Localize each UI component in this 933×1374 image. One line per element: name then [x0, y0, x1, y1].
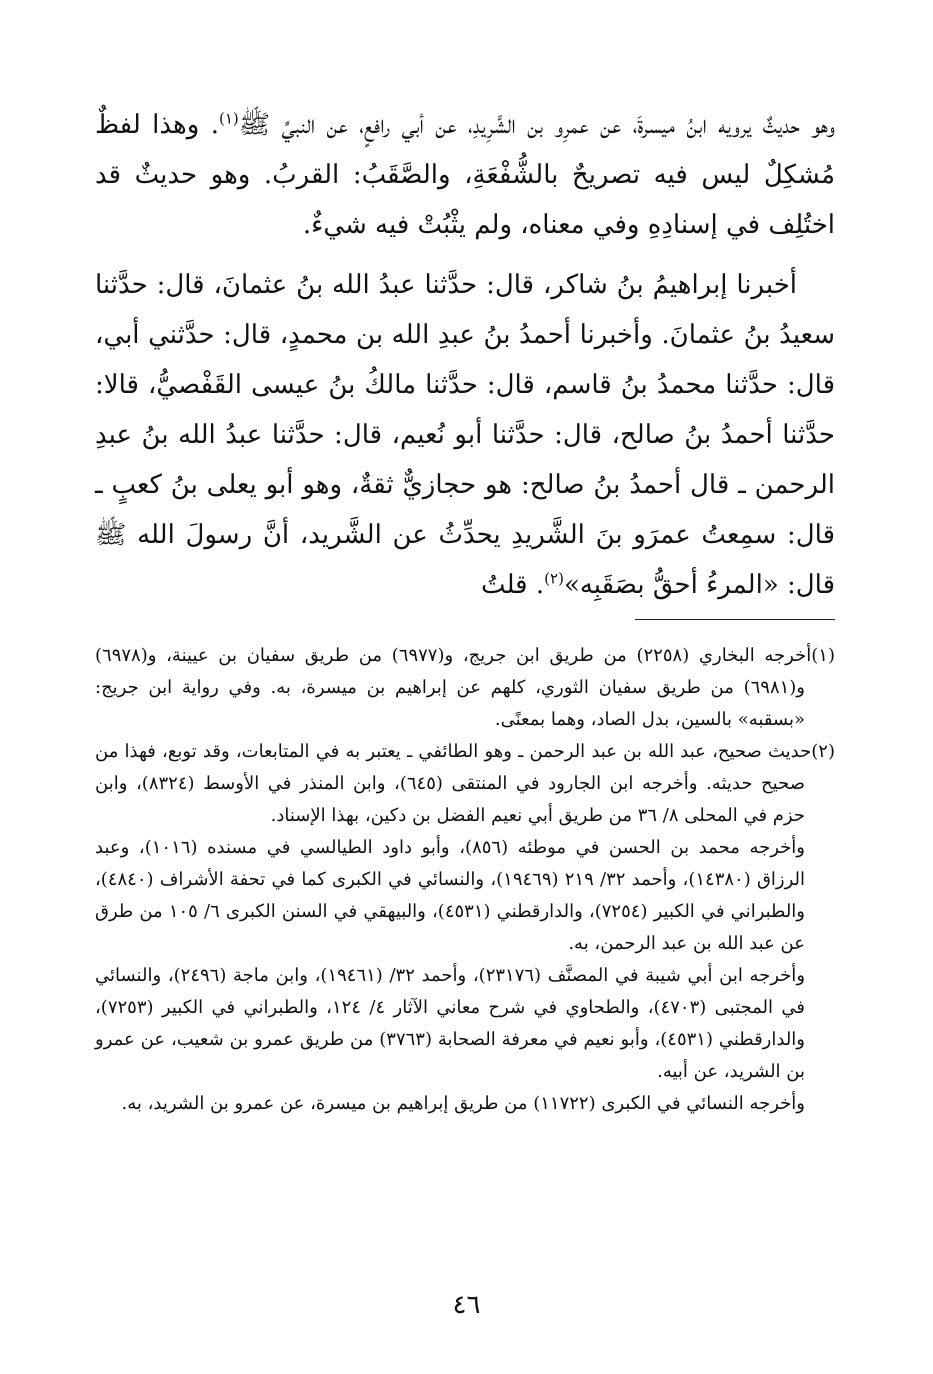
footnote-1-text: [95, 640, 835, 736]
footnote-1-body: أخرجه البخاري (٢٢٥٨) من طريق ابن جريج، و(٦٩٧٧) من طريق سفيان بن عيينة، و(٦٩٧٨) و(٦٩٨١) من طريق سفيان الثوري، كلهم عن إبراهيم بن ميسرة، به. وفي رواية ابن جريج: «بسقبه» بالسين، بدل الصاد، وهما بمعنًى.: [95, 645, 812, 730]
paragraph-1: [95, 100, 835, 250]
footnote-1: [95, 640, 835, 736]
footnote-ref-1[interactable]: (١): [218, 109, 239, 128]
footnote-separator: [635, 619, 835, 620]
footnote-2-paragraph-3: وأخرجه ابن أبي شيبة في المصنَّف (٢٣١٧٦)، وأحمد ٣٢/ (١٩٤٦١)، وابن ماجة (٢٤٩٦)، والنسائي في المجتبى (٤٧٠٣)، والطحاوي في شرح معاني الآثار ٤/ ١٢٤، والطبراني في الكبير (٧٢٥٣)، والدارقطني (٤٥٣١)، وأبو نعيم في معرفة الصحابة (٣٧٦٣) من طريق عمرو بن شعيب، عن عمرو بن الشريد، عن أبيه.: [95, 965, 806, 1082]
paragraph-2: [95, 260, 835, 610]
paragraph-2-text-a: أخبرنا إبراهيمُ بنُ شاكر، قال: حدَّثنا عبدُ الله بنُ عثمانَ، قال: حدَّثنا سعيدُ بنُ عثمانَ. وأخبرنا أحمدُ بنُ عبدِ الله بن محمدٍ، قال: حدَّثني أبي، قال: حدَّثنا محمدُ بنُ قاسم، قال: حدَّثنا مالكُ بنُ عيسى القَفْصيُّ، قالا: حدَّثنا أحمدُ بنُ صالح، قال: حدَّثنا أبو نُعيم، قال: حدَّثنا عبدُ الله بنُ عبدِ الرحمن ـ قال أحمدُ بنُ صالح: هو حجازيٌّ ثقةٌ، وهو أبو يعلى بنُ كعبٍ ـ قال: سمِعتُ عمرَو بنَ الشَّريدِ يحدِّثُ عن الشَّريد، أنَّ رسولَ الله ﷺ قال: «المرءُ أحقُّ بصَقَبِه»: [95, 270, 835, 600]
footnote-2-paragraph-4: وأخرجه النسائي في الكبرى (١١٧٢٢) من طريق إبراهيم بن ميسرة، عن عمرو بن الشريد، به.: [121, 1093, 805, 1114]
footnote-2-number: (٢): [811, 741, 835, 762]
footnote-2-body-1: حديث صحيح، عبد الله بن عبد الرحمن ـ وهو الطائفي ـ يعتبر به في المتابعات، وقد توبع، فهذا من صحيح حديثه. وأخرجه ابن الجارود في المنتقى (٦٤٥)، وابن المنذر في الأوسط (٨٣٢٤)، وابن حزم في المحلى ٨/ ٣٦ من طريق أبي نعيم الفضل بن دكين، بهذا الإسناد.: [95, 741, 812, 826]
paragraph-1-text-a: وهو حديثٌ يرويه ابنُ ميسرةَ، عن عمرِو بن الشَّرِيدِ، عن أبي رافعٍ، عن النبيِّ ﷺ: [238, 110, 836, 140]
footnote-ref-2[interactable]: (٢): [544, 569, 564, 588]
footnote-1-number: (١): [811, 645, 835, 666]
main-text: [95, 100, 835, 610]
footnote-2-paragraph-1: [95, 736, 835, 832]
paragraph-1-text-b: . وهذا لفظٌ مُشكِلٌ ليس فيه تصريحٌ بالشُّفْعَةِ، والصَّقَبُ: القربُ. وهو حديثٌ قد اختُلِف في إسنادِهِ وفي معناه، ولم يثْبُتْ فيه شيءٌ.: [95, 110, 835, 240]
footnotes: [95, 640, 835, 1120]
page-number: ٤٦: [452, 1290, 481, 1320]
footnote-2: [95, 736, 835, 1120]
paragraph-2-text-b: . قلتُ: [481, 570, 545, 600]
footnote-2-paragraph-2: وأخرجه محمد بن الحسن في موطئه (٨٥٦)، وأبو داود الطيالسي في مسنده (١٠١٦)، وعبد الرزاق (١٤٣٨٠)، وأحمد ٣٢/ ٢١٩ (١٩٤٦٩)، والنسائي في الكبرى كما في تحفة الأشراف (٤٨٤٠)، والطبراني في الكبير (٧٢٥٤)، والدارقطني (٤٥٣١)، والبيهقي في السنن الكبرى ٦/ ١٠٥ من طرق عن عبد الله بن عبد الرحمن، به.: [95, 837, 806, 954]
